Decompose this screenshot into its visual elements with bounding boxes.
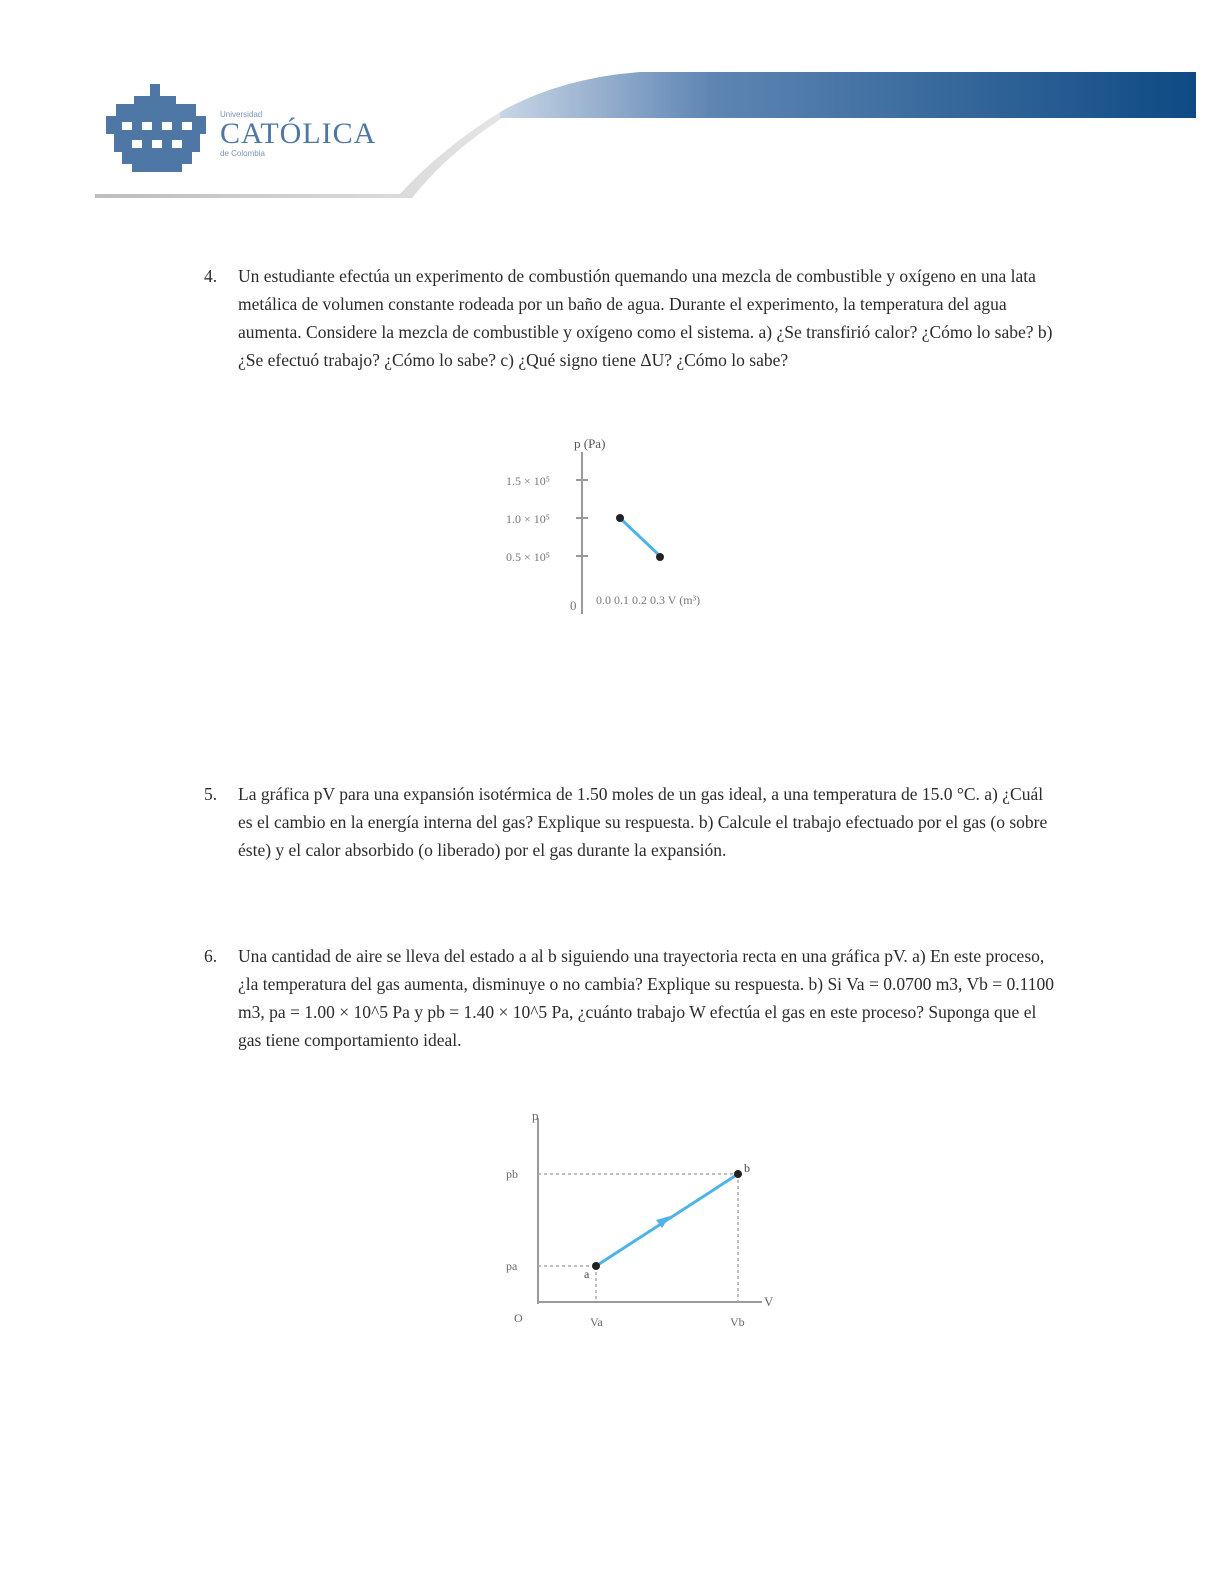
- problem-text: La gráfica pV para una expansión isotérmica de 1.50 moles de un gas ideal, a una temperatura de 15.0 °C. a) ¿Cuál es el cambio en la energía interna del gas? Explique su respuesta. b) Calcule el trabajo efectuado por el gas (o sobre éste) y el calor absorbido (o liberado) por el gas durante la expansión.: [238, 784, 1048, 860]
- x-axis-label: 0.0 0.1 0.2 0.3 V (m³): [596, 593, 701, 607]
- x-axis-label: V: [764, 1294, 774, 1309]
- problem-text: Una cantidad de aire se lleva del estado a al b siguiendo una trayectoria recta en una gráfica pV. a) En este proceso, ¿la temperatura del gas aumenta, disminuye o no cambia? Explique su respuesta. b) Si Va = 0.0700 m3, Vb = 0.1100 m3, pa = 1.00 × 10^5 Pa y pb = 1.40 × 10^5 Pa, ¿cuánto trabajo W efectúa el gas en este proceso? Suponga que el gas tiene comportamiento ideal.: [238, 946, 1054, 1050]
- origin-label: O: [514, 1311, 523, 1325]
- problem-number: 6.: [204, 946, 218, 966]
- page-header: [0, 0, 1224, 210]
- logo-bottom-line: de Colombia: [220, 149, 265, 158]
- y-tick-label: 1.0 × 10⁵: [506, 512, 550, 526]
- point-a-label: a: [584, 1267, 590, 1281]
- problem-number: 4.: [204, 266, 218, 286]
- isotherm-curve: [622, 520, 660, 556]
- university-logo: [106, 82, 406, 182]
- pv-diagram-figure-1: [500, 432, 780, 622]
- logo-name: CATÓLICA: [220, 117, 377, 150]
- state-point: [616, 514, 624, 522]
- pv-diagram-figure-2: [500, 1112, 790, 1342]
- y-tick-label: 0.5 × 10⁵: [506, 550, 550, 564]
- y-axis-label: p (Pa): [574, 436, 606, 451]
- y-axis-label: p: [532, 1112, 539, 1123]
- pa-label: pa: [506, 1259, 518, 1273]
- point-b-label: b: [744, 1161, 750, 1175]
- state-point-a: [592, 1262, 600, 1270]
- y-tick-label: 1.5 × 10⁵: [506, 474, 550, 488]
- problem-number: 5.: [204, 784, 218, 804]
- logo-top-line: Universidad: [220, 110, 263, 119]
- state-point-b: [734, 1170, 742, 1178]
- origin-label: 0: [570, 598, 577, 613]
- state-point: [656, 553, 664, 561]
- crest-icon: [106, 82, 210, 182]
- vb-label: Vb: [730, 1315, 745, 1329]
- pb-label: pb: [506, 1167, 518, 1181]
- logo-wordmark: [220, 110, 376, 158]
- va-label: Va: [590, 1315, 603, 1329]
- problem-text: Un estudiante efectúa un experimento de combustión quemando una mezcla de combustible y oxígeno en una lata metálica de volumen constante rodeada por un baño de agua. Durante el experimento, la temperatura del agua aumenta. Considere la mezcla de combustible y oxígeno como el sistema. a) ¿Se transfirió calor? ¿Cómo lo sabe? b) ¿Se efectuó trabajo? ¿Cómo lo sabe? c) ¿Qué signo tiene ΔU? ¿Cómo lo sabe?: [238, 266, 1053, 370]
